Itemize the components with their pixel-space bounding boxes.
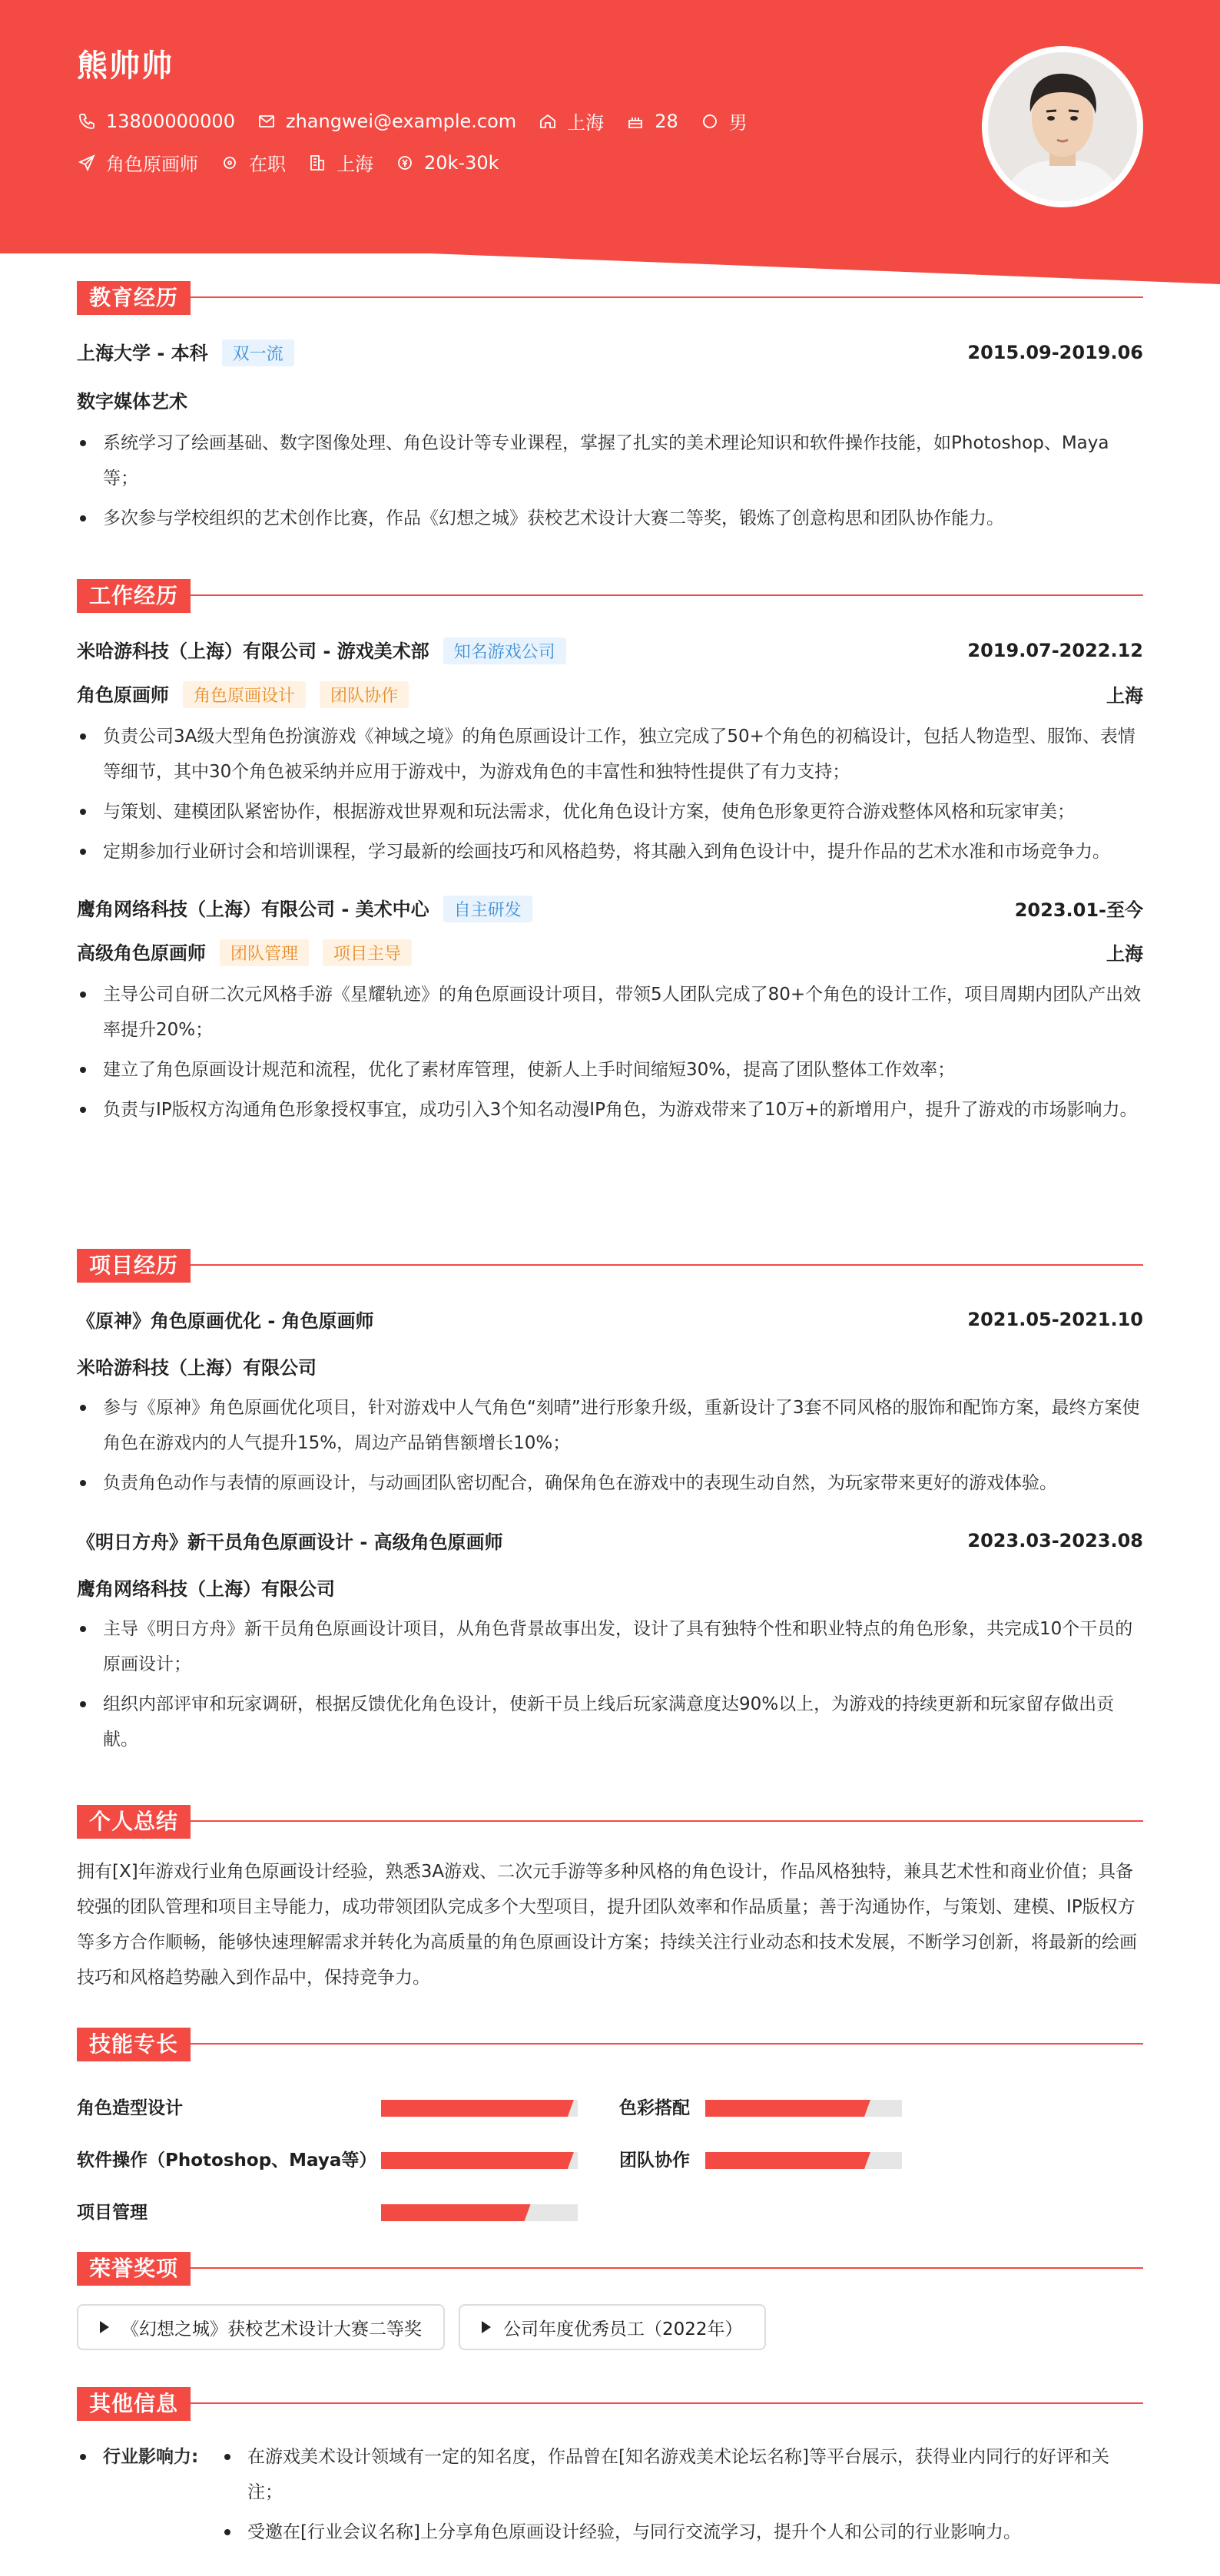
major-name: 数字媒体艺术 [77,391,187,412]
skill-bar [705,2100,902,2117]
skill-bar-fill [705,2100,870,2117]
section-title-text: 其他信息 [77,2387,191,2421]
role-tag: 团队管理 [220,939,309,966]
city-item [538,108,604,134]
project-company: 米哈游科技（上海）有限公司 [77,1357,317,1379]
role-tag: 团队协作 [320,681,409,708]
role-tag: 角色原画设计 [183,681,306,708]
position-text: 角色原画师 [106,154,198,175]
work-city: 上海 [1106,943,1143,965]
skill-item [77,2146,376,2171]
project-company-row [77,1574,1143,1601]
skill-bar-fill [381,2204,531,2221]
work-date: 2019.07-2022.12 [967,639,1143,661]
work-section [77,579,1143,1127]
section-title [77,2387,1143,2421]
skill-item [77,2198,148,2223]
project-company: 鹰角网络科技（上海）有限公司 [77,1578,335,1600]
list-item: 与策划、建模团队紧密协作，根据游戏世界观和玩法需求，优化角色设计方案，使角色形象更符合游戏整体风格和玩家审美； [77,794,1143,829]
section-divider [77,296,1143,298]
skill-bar [381,2152,578,2169]
awards-section [77,2252,1143,2350]
list-item: 定期参加行业研讨会和培训课程，学习最新的绘画技巧和风格趋势，将其融入到角色设计中，提升作品的艺术水准和市场竞争力。 [77,834,1143,869]
work-bullets [77,719,1143,869]
building-icon [307,153,327,173]
education-bullets [77,425,1143,536]
list-item: 建立了角色原画设计规范和流程，优化了素材库管理，使新人上手时间缩短30%，提高了团队整体工作效率； [77,1052,1143,1088]
role-tag: 项目主导 [323,939,412,966]
email-text: zhangwei@example.com [285,110,517,132]
position-item [77,149,198,176]
skill-bar [705,2152,902,2169]
project-date: 2023.03-2023.08 [967,1529,1143,1551]
salary-text: 20k-30k [424,151,499,174]
list-item: 参与《原神》角色原画优化项目，针对游戏中人气角色“刻晴”进行形象升级，重新设计了3套不同风格的服饰和配饰方案，最终方案使角色在游戏内的人气提升15%，周边产品销售额增长10%； [77,1390,1143,1461]
other-info-bullets [221,2439,1143,2550]
section-title [77,2028,1143,2061]
city-text: 上海 [567,112,605,134]
candidate-name: 熊帅帅 [77,48,174,84]
skill-item [619,2094,690,2119]
skill-item [77,2094,183,2119]
role-name: 高级角色原画师 [77,942,206,964]
contact-row [77,108,769,134]
role-row [77,680,1143,708]
skill-item [619,2146,690,2171]
major-row [77,386,1143,413]
skill-name: 项目管理 [77,2203,148,2223]
section-title-text: 荣誉奖项 [77,2252,191,2286]
summary-section [77,1805,1143,1995]
target-city-item [307,149,373,176]
job-intent-row [77,149,521,176]
skill-bar-fill [705,2152,870,2169]
section-title-text: 教育经历 [77,281,191,315]
work-entry [77,636,1143,869]
list-item: 组织内部评审和玩家调研，根据反馈优化角色设计，使新干员上线后玩家满意度达90%以上，为游戏的持续更新和玩家留存做出贡献。 [77,1687,1143,1757]
section-title [77,1805,1143,1839]
other-info-row [77,2439,1143,2550]
avatar-portrait [988,52,1137,201]
section-divider [77,2402,1143,2404]
role-row [77,938,1143,966]
award-item [459,2304,766,2350]
project-entry [77,1527,1143,1757]
work-date: 2023.01-至今 [1014,899,1143,921]
other-section [77,2387,1143,2550]
award-item [77,2304,445,2350]
project-entry [77,1306,1143,1501]
section-title-text: 个人总结 [77,1805,191,1839]
section-title-text: 技能专长 [77,2028,191,2061]
section-divider [77,594,1143,596]
email-item [257,111,516,132]
work-bullets [77,977,1143,1127]
avatar [982,46,1143,207]
status-icon [220,153,240,173]
gender-icon [700,111,720,131]
list-item: 系统学习了绘画基础、数字图像处理、角色设计等专业课程，掌握了扎实的美术理论知识和软件操作技能，如Photoshop、Maya等； [77,425,1143,496]
role-name: 角色原画师 [77,684,169,706]
work-header-row [77,636,1143,664]
list-item: 主导公司自研二次元风格手游《星耀轨迹》的角色原画设计项目，带领5人团队完成了80+个角色的设计工作，项目周期内团队产出效率提升20%； [77,977,1143,1048]
send-icon [77,153,97,173]
target-city-text: 上海 [336,154,373,175]
awards-list [77,2304,1143,2350]
section-title-text: 项目经历 [77,1249,191,1283]
skill-name: 色彩搭配 [619,2098,690,2118]
list-item: 负责公司3A级大型角色扮演游戏《神域之境》的角色原画设计工作，独立完成了50+个角色的初稿设计，包括人物造型、服饰、表情等细节，其中30个角色被采纳并应用于游戏中，为游戏角色的丰富性和独特性提供了有力支持； [77,719,1143,790]
company-name: 鹰角网络科技（上海）有限公司 - 美术中心 [77,899,429,920]
projects-section [77,1249,1143,1757]
play-triangle-icon [100,2321,109,2333]
section-title-text: 工作经历 [77,579,191,613]
list-item: 负责与IP版权方沟通角色形象授权事宜，成功引入3个知名动漫IP角色，为游戏带来了10万+的新增用户，提升了游戏的市场影响力。 [77,1092,1143,1127]
education-header-row [77,338,1143,366]
skill-name: 团队协作 [619,2151,690,2170]
project-company-row [77,1353,1143,1379]
project-title: 《明日方舟》新干员角色原画设计 - 高级角色原画师 [77,1531,503,1553]
skill-name: 软件操作（Photoshop、Maya等） [77,2151,377,2170]
skill-bar-fill [381,2100,574,2117]
project-header-row [77,1306,1143,1333]
section-divider [77,1820,1143,1822]
status-text: 在职 [249,154,286,175]
list-item: 多次参与学校组织的艺术创作比赛，作品《幻想之城》获校艺术设计大赛二等奖，锻炼了创意构思和团队协作能力。 [77,501,1143,536]
section-divider [77,2267,1143,2269]
project-date: 2021.05-2021.10 [967,1308,1143,1330]
salary-item [395,152,499,174]
resume-header [0,0,1220,284]
status-item [220,149,286,176]
phone-icon [77,111,97,131]
award-text: 《幻想之城》获校艺术设计大赛二等奖 [121,2319,422,2339]
school-name: 上海大学 - 本科 [77,343,208,364]
section-divider [77,1264,1143,1266]
summary-text: 拥有[X]年游戏行业角色原画设计经验，熟悉3A游戏、二次元手游等多种风格的角色设计，作品风格独特，兼具艺术性和商业价值；具备较强的团队管理和项目主导能力，成功带领团队完成多个大型项目，提升团队效率和作品质量；善于沟通协作，与策划、建模、IP版权方等多方合作顺畅，能够快速理解需求并转化为高质量的角色原画设计方案；持续关注行业动态和技术发展，不断学习创新，将最新的绘画技巧和风格趋势融入到作品中，保持竞争力。 [77,1862,1137,1988]
phone-text: 13800000000 [106,110,235,132]
mail-icon [257,111,277,131]
list-item: 受邀在[行业会议名称]上分享角色原画设计经验，与同行交流学习，提升个人和公司的行业影响力。 [221,2515,1143,2550]
gender-text: 男 [728,112,748,134]
work-city: 上海 [1106,685,1143,707]
play-triangle-icon [482,2321,491,2333]
phone-item [77,111,235,132]
gender-item [700,108,748,134]
work-entry [77,894,1143,1127]
skills-section [77,2028,1143,2223]
list-item: 负责角色动作与表情的原画设计，与动画团队密切配合，确保角色在游戏中的表现生动自然，为玩家带来更好的游戏体验。 [77,1465,1143,1501]
skill-bar [381,2100,578,2117]
age-text: 28 [655,110,678,132]
section-title [77,579,1143,613]
section-title [77,1249,1143,1283]
section-title [77,281,1143,315]
project-bullets [77,1611,1143,1757]
age-item [625,111,678,132]
skills-grid [77,2061,1143,2223]
project-header-row [77,1527,1143,1554]
company-badge: 自主研发 [443,896,532,922]
coin-icon [395,153,415,173]
company-badge: 知名游戏公司 [443,637,566,664]
other-info-label: 行业影响力: [77,2439,221,2550]
project-bullets [77,1390,1143,1501]
section-title [77,2252,1143,2286]
list-item: 在游戏美术设计领域有一定的知名度，作品曾在[知名游戏美术论坛名称]等平台展示，获得业内同行的好评和关注； [221,2439,1143,2510]
award-text: 公司年度优秀员工（2022年） [503,2319,743,2339]
cake-icon [625,111,645,131]
school-badge: 双一流 [222,339,294,366]
skill-name: 角色造型设计 [77,2098,183,2118]
education-date: 2015.09-2019.06 [967,341,1143,363]
education-section [77,281,1143,536]
work-header-row [77,894,1143,922]
home-icon [538,111,558,131]
skill-bar [381,2204,578,2221]
project-title: 《原神》角色原画优化 - 角色原画师 [77,1310,374,1332]
section-divider [77,2043,1143,2045]
skill-bar-fill [381,2152,574,2169]
company-name: 米哈游科技（上海）有限公司 - 游戏美术部 [77,641,429,662]
list-item: 主导《明日方舟》新干员角色原画设计项目，从角色背景故事出发，设计了具有独特个性和职业特点的角色形象，共完成10个干员的原画设计； [77,1611,1143,1682]
